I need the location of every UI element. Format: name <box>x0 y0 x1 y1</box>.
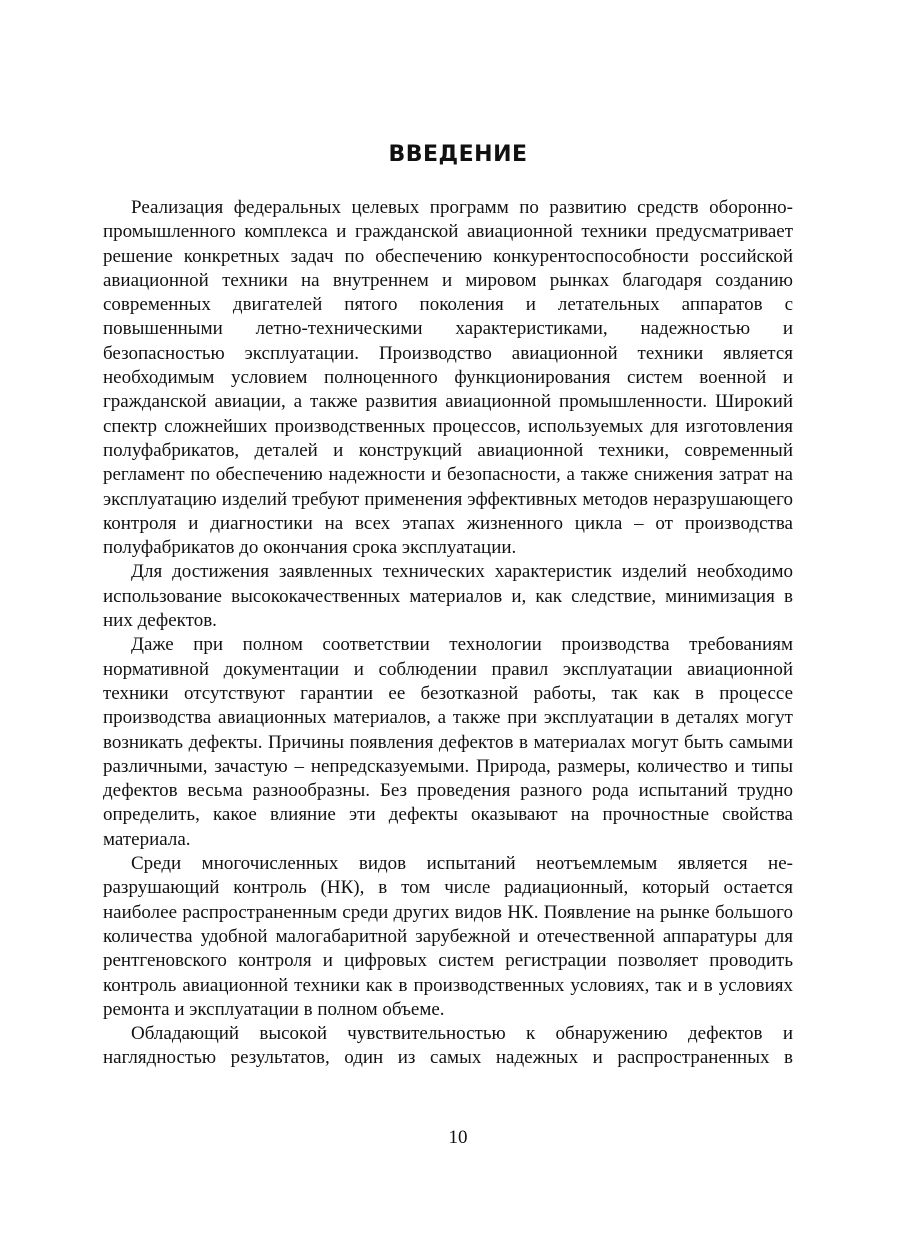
page-number: 10 <box>448 1127 468 1148</box>
paragraph: Даже при полном соответствии технологии производства требованиям нормативной документации и соблюдении правил эксплуатации авиационной техники отсутствуют гарантии ее безотказной работы, так как в процессе производства авиационных материалов, а также при эксплуатации в деталях могут возникать дефекты. Причины появления дефектов в материалах могут быть самыми различными, зачастую – непредсказуемыми. Природа, размеры, количество и типы дефектов весьма разнообразны. Без проведения разного рода испытаний трудно определить, какое влияние эти дефекты оказывают на прочностные свойства материала. <box>103 634 793 850</box>
paragraph: Обладающий высокой чувствительностью к обнаружению дефектов и наглядностью результатов, один из самых надежных и распространенных в <box>103 1023 793 1069</box>
section-heading: ВВЕДЕНИЕ <box>388 142 528 167</box>
paragraph: Для достижения заявленных технических характеристик изделий необходимо использование высококачественных материалов и, как следствие, минимизация в них дефектов. <box>103 561 793 632</box>
body-text <box>103 196 793 1071</box>
paragraph: Среди многочисленных видов испытаний неотъемлемым является неразрушающий контроль (НК), в том числе радиационный, который остается наиболее распространенным среди других видов НК. Появление на рынке большого количества удобной малогабаритной зарубежной и отечественной аппаратуры для рентгеновского контроля и цифровых систем регистрации позволяет проводить контроль авиационной техники как в производственных условиях, так и в условиях ремонта и эксплуатации в полном объеме. <box>103 853 793 1020</box>
paragraph: Реализация федеральных целевых программ по развитию средств оборонно-промышленного комплекса и гражданской авиационной техники предусматривает решение конкретных задач по обеспечению конкурентоспособности российской авиационной техники на внутреннем и мировом рынках благодаря созданию современных двигателей пятого поколения и летательных аппаратов с повышенными летно-техническими характеристиками, надежностью и безопасностью эксплуатации. Производство авиационной техники является необходимым условием полноценного функционирования систем военной и гражданской авиации, а также развития авиационной промышленности. Широкий спектр сложнейших производственных процессов, используемых для изготовления полуфабрикатов, деталей и конструкций авиационной техники, современный регламент по обеспечению надежности и безопасности, а также снижения затрат на эксплуатацию изделий требуют применения эффективных методов неразрушающего контроля и диагностики на всех этапах жизненного цикла – от производства полуфабрикатов до окончания срока эксплуатации. <box>103 197 793 559</box>
